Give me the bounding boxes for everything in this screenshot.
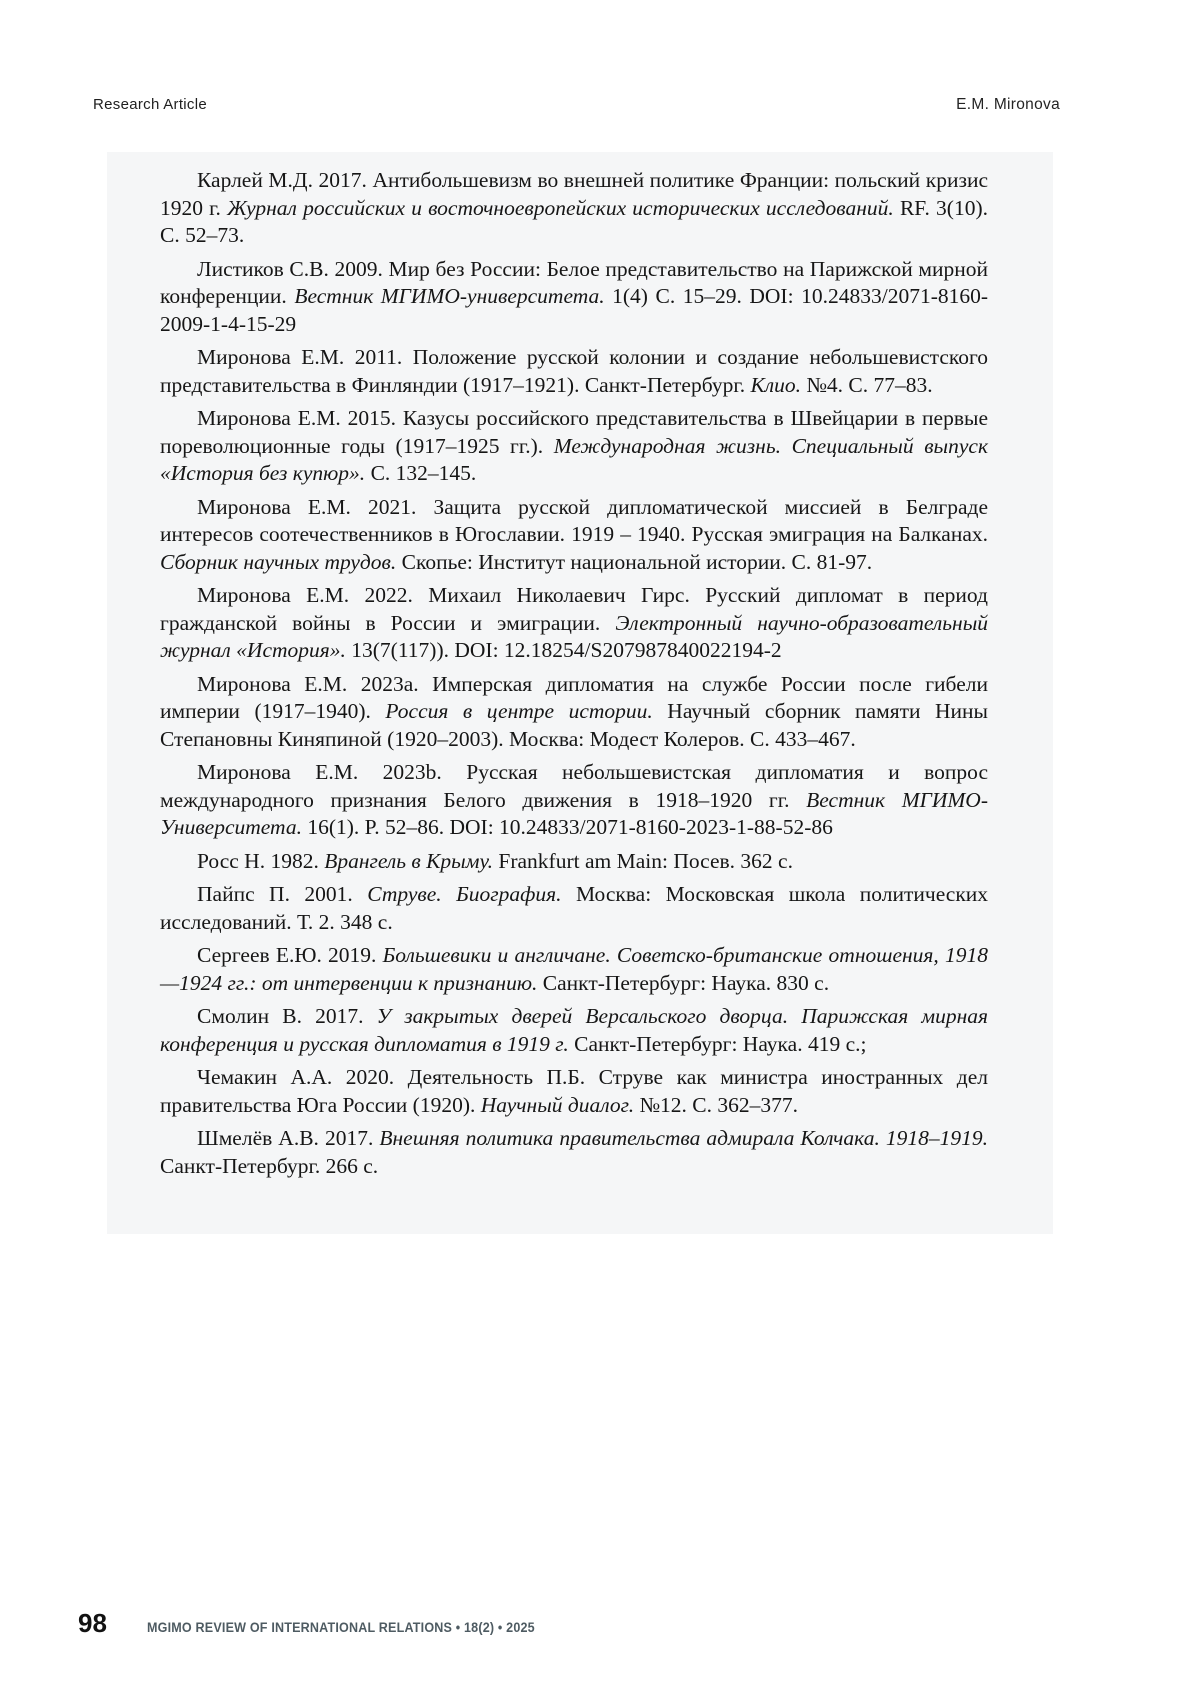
reference-text-segment: №12. С. 362–377. xyxy=(634,1092,798,1117)
reference-item xyxy=(160,405,988,488)
reference-text-segment: RF. 3(10). С. 52–73. xyxy=(160,195,988,247)
page-footer xyxy=(78,1608,564,1639)
reference-title-segment: Струве. Биография. xyxy=(367,882,562,906)
reference-item xyxy=(160,1064,988,1119)
reference-text-segment: 1(4) С. 15–29. DOI: 10.24833/2071-8160-2009-1-4-15-29 xyxy=(160,284,989,336)
reference-title-segment: Международная жизнь. Специальный выпуск «История без купюр». xyxy=(160,433,988,485)
reference-title-segment: Вестник МГИМО-Университета. xyxy=(160,787,988,839)
reference-text-segment: №4. С. 77–83. xyxy=(801,372,933,397)
reference-title-segment: У закрытых дверей Версальского дворца. Парижская мирная конференция и русская дипломатия в 1919 г. xyxy=(160,1004,988,1056)
page-header xyxy=(93,96,1060,114)
reference-item xyxy=(160,256,988,339)
reference-item xyxy=(160,942,988,997)
reference-item xyxy=(160,881,988,936)
reference-title-segment: Внешняя политика правительства адмирала Колчака. 1918–1919. xyxy=(379,1126,988,1150)
reference-text-segment: Пайпс П. 2001. xyxy=(197,882,368,906)
reference-item xyxy=(160,344,988,399)
reference-text-segment: Карлей М.Д. 2017. Антибольшевизм во внешней политике Франции: польский кризис 1920 г. xyxy=(160,168,988,220)
journal-footer-line: MGIMO REVIEW OF INTERNATIONAL RELATIONS • 18(2) • 2025 xyxy=(146,1620,535,1635)
reference-text-segment: Листиков С.В. 2009. Мир без России: Белое представительство на Парижской мирной конференции. xyxy=(160,256,988,308)
reference-item xyxy=(160,848,988,876)
reference-text-segment: Миронова Е.М. 2021. Защита русской дипломатической миссией в Белграде интересов соотечественников в Югославии. 1919 – 1940. Русская эмиграция на Балканах. xyxy=(160,494,988,546)
reference-title-segment: Большевики и англичане. Советско-британские отношения, 1918—1924 гг.: от интервенции к признанию. xyxy=(160,943,988,995)
reference-text-segment: Миронова Е.М. 2015. Казусы российского представительства в Швейцарии в первые пореволюционные годы (1917–1925 гг.). xyxy=(160,406,988,458)
reference-item xyxy=(160,494,988,577)
reference-text-segment: Миронова Е.М. 2011. Положение русской колонии и создание небольшевистского представительства в Финляндии (1917–1921). Санкт-Петербург. xyxy=(160,345,988,397)
reference-text-segment: Шмелёв А.В. 2017. xyxy=(197,1126,380,1150)
reference-title-segment: Вестник МГИМО-университета. xyxy=(294,284,605,308)
reference-item xyxy=(160,167,988,250)
reference-text-segment: Миронова Е.М. 2022. Михаил Николаевич Гирс. Русский дипломат в период гражданской войны в России и эмиграции. xyxy=(160,583,988,635)
reference-title-segment: Врангель в Крыму. xyxy=(324,848,494,873)
reference-text-segment: Санкт-Петербург: Наука. 419 с.; xyxy=(568,1031,867,1056)
reference-item xyxy=(160,759,988,842)
reference-text-segment: 16(1). P. 52–86. DOI: 10.24833/2071-8160-2023-1-88-52-86 xyxy=(301,815,833,839)
page-number: 98 xyxy=(78,1608,107,1638)
reference-text-segment: Миронова Е.М. 2023b. Русская небольшевистская дипломатия и вопрос международного признания Белого движения в 1918–1920 гг. xyxy=(160,760,988,812)
references-list xyxy=(160,167,988,1180)
reference-text-segment: 13(7(117)). DOI: 12.18254/S207987840022194-2 xyxy=(345,638,782,662)
reference-title-segment: Журнал российских и восточноевропейских исторических исследований. xyxy=(227,195,894,220)
reference-text-segment: Москва: Московская школа политических исследований. Т. 2. 348 с. xyxy=(160,882,989,934)
reference-item xyxy=(160,1125,988,1180)
article-type-label: Research Article xyxy=(93,96,208,113)
reference-item xyxy=(160,671,988,754)
reference-item xyxy=(160,582,988,665)
reference-text-segment: Скопье: Институт национальной истории. С. 81-97. xyxy=(396,549,873,574)
reference-text-segment: Санкт-Петербург. 266 с. xyxy=(160,1153,379,1178)
references-panel xyxy=(107,152,1053,1234)
reference-item xyxy=(160,1003,988,1058)
reference-title-segment: Россия в центре истории. xyxy=(385,699,653,723)
reference-title-segment: Клио. xyxy=(750,372,802,397)
author-name: E.M. Mironova xyxy=(956,96,1060,113)
reference-text-segment: Научный сборник памяти Нины Степановны Киняпиной (1920–2003). Москва: Модест Колеров. С. 433–467. xyxy=(160,699,988,751)
reference-title-segment: Научный диалог. xyxy=(480,1092,635,1117)
reference-text-segment: Чемакин А.А. 2020. Деятельность П.Б. Струве как министра иностранных дел правительства Юга России (1920). xyxy=(160,1065,988,1117)
reference-text-segment: Frankfurt am Main: Посев. 362 с. xyxy=(493,848,793,873)
reference-text-segment: Сергеев Е.Ю. 2019. xyxy=(197,943,383,967)
reference-text-segment: Росс Н. 1982. xyxy=(197,848,325,873)
reference-text-segment: Смолин В. 2017. xyxy=(197,1004,377,1028)
reference-text-segment: С. 132–145. xyxy=(365,461,477,485)
reference-text-segment: Санкт-Петербург: Наука. 830 с. xyxy=(537,970,830,995)
reference-title-segment: Электронный научно-образовательный журнал «История». xyxy=(160,610,989,662)
reference-text-segment: Миронова Е.М. 2023a. Имперская дипломатия на службе России после гибели империи (1917–1940). xyxy=(160,671,988,723)
reference-title-segment: Сборник научных трудов. xyxy=(160,549,397,574)
